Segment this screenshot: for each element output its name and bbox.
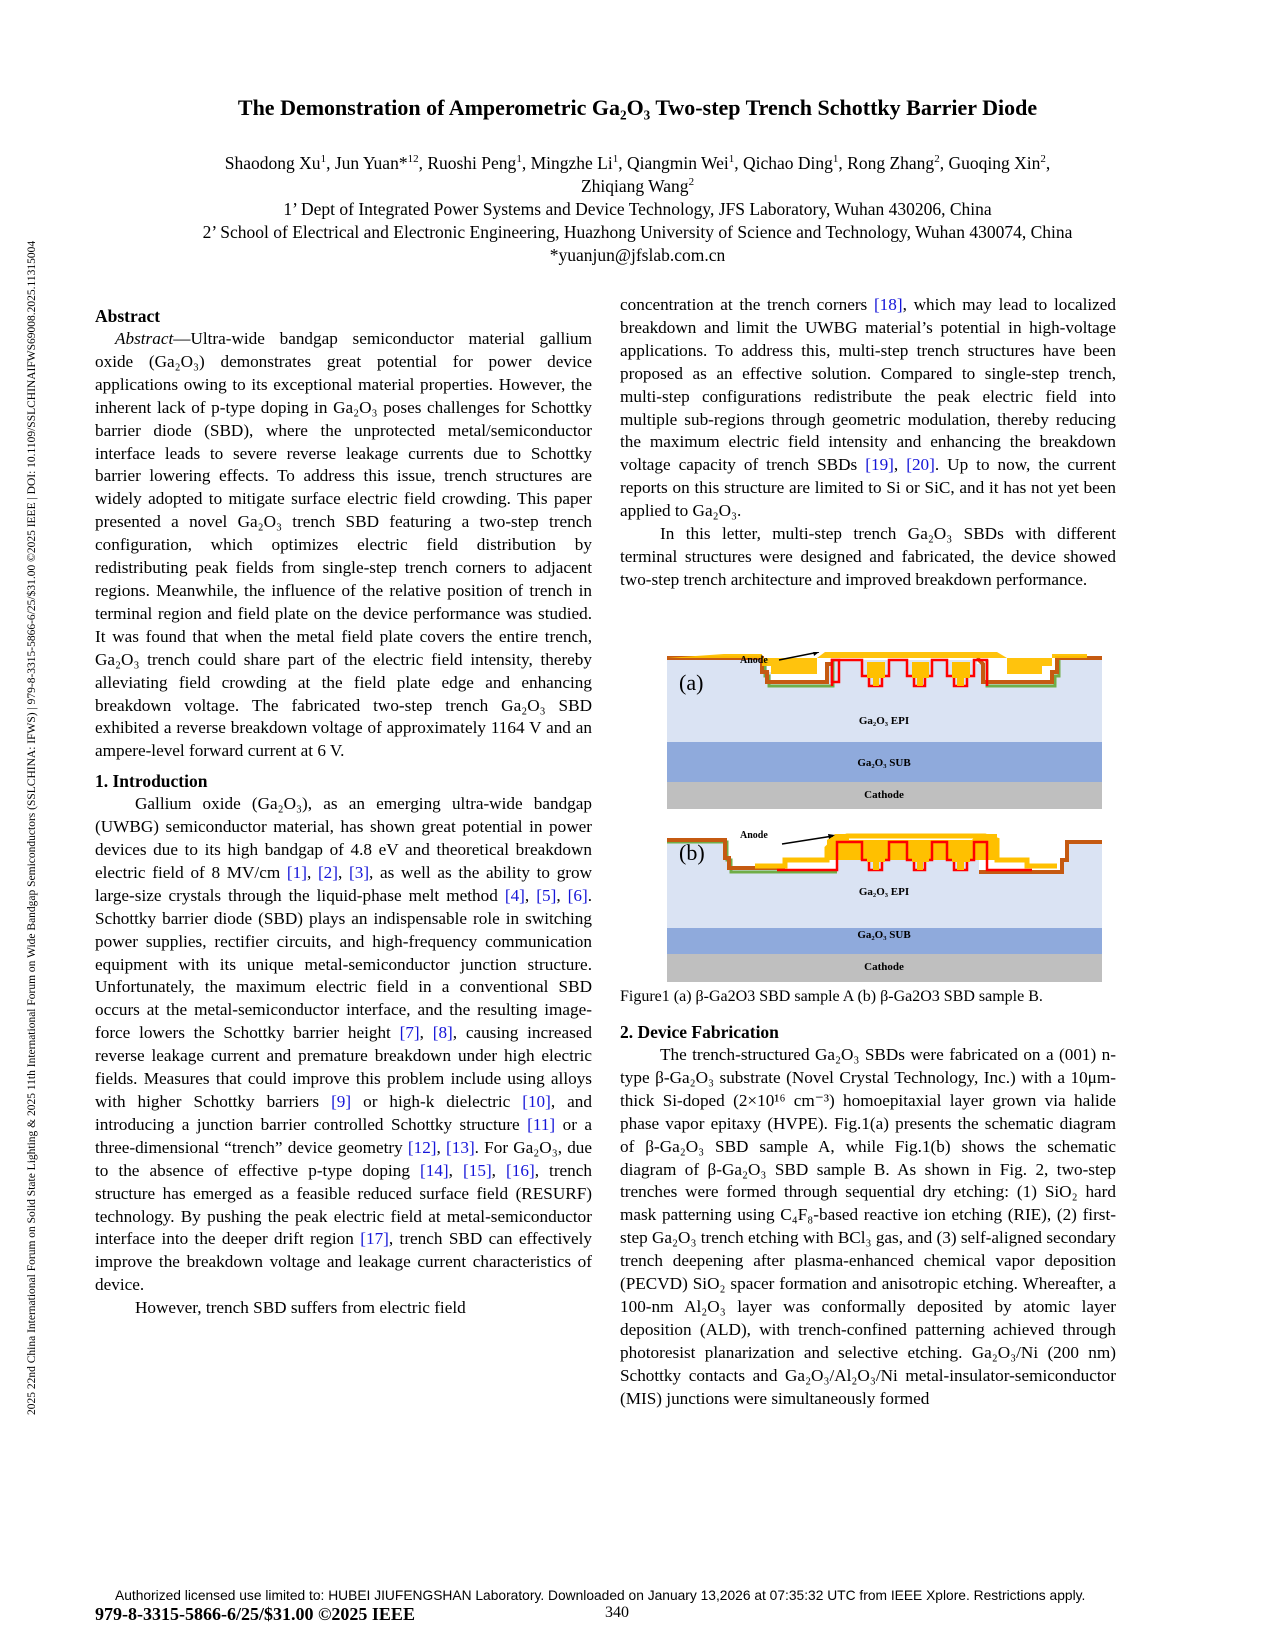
affiliation-1: 1’ Dept of Integrated Power Systems and Device Technology, JFS Laboratory, Wuhan 430206, China [283,199,992,219]
sub-label-b: Ga₂O₃ SUB [857,929,911,941]
citation-link[interactable]: [17] [360,1229,389,1249]
citation-link[interactable]: [16] [506,1160,535,1180]
page-number: 340 [605,1604,629,1621]
panel-label-b: (b) [679,840,705,865]
author-list: Shaodong Xu$^1$, Jun Yuan*$^{12}$, Ruoshi Peng$^1$, Mingzhe Li$^1$, Qiangmin Wei$^1$, Qichao Ding$^1$, Rong Zhang$^2$, Guoqing Xin$^2$, [224,153,1051,173]
intro-paragraph-3: In this letter, multi-step trench Ga₂O₃ SBDs with different terminal structures were designed and fabricated, the device showed two-step trench architecture and improved breakdown performance. [620,524,1116,589]
right-column [620,294,1116,592]
citation-link[interactable]: [8] [432,1023,453,1043]
epi-label-b: Ga₂O₃ EPI [858,886,910,898]
figure-1a [667,652,1102,809]
citation-link[interactable]: [13] [446,1137,475,1157]
author-last: Zhiqiang Wang$^2$ [580,176,695,196]
abstract-text: Abstract—Ultra-wide bandgap semiconductor material gallium oxide (Ga₂O₃) demonstrates great potential for power device applications owing to its exceptional material properties. However, the inherent lack of p-type doping in Ga₂O₃ poses challenges for Schottky barrier diode (SBD), where the unprotected metal/semiconductor interface leads to severe reverse leakage currents due to Schottky barrier lowering effects. To address this issue, trench structures are widely adopted to mitigate surface electric field crowding. This paper presented a novel Ga₂O₃ trench SBD featuring a two-step trench configuration, which optimizes electric field distribution by redistributing peak fields from single-step trench corners to adjacent regions. Meanwhile, the influence of the relative position of trench in terminal region and field plate on the device performance was studied. It was found that when the metal field plate covers the entire trench, Ga₂O₃ trench could share part of the electric field intensity, thereby alleviating field crowding at the field plate edge and enhancing breakdown voltage. The fabricated two-step trench Ga₂O₃ SBD exhibited a reverse breakdown voltage of approximately 1164 V and an ampere-level forward current at 6 V. [95,329,592,761]
cathode-label-a: Cathode [864,789,904,801]
citation-link[interactable]: [7] [399,1023,420,1043]
panel-label-a: (a) [679,670,704,695]
anode-label-a: Anode [740,655,768,666]
author-name: Guoqing Xin$^2$ [948,153,1046,173]
author-name: Mingzhe Li$^1$ [530,153,619,173]
left-column [95,304,592,1320]
citation-link[interactable]: [18] [873,295,903,314]
figure-1-caption: Figure1 (a) β-Ga2O3 SBD sample A (b) β-Ga2O3 SBD sample B. [620,988,1043,1005]
cathode-label-b: Cathode [864,961,904,973]
author-email[interactable]: *yuanjun@jfslab.com.cn [549,245,726,265]
affiliation-2: 2’ School of Electrical and Electronic Engineering, Huazhong University of Science and Technology, Wuhan 430074, China [202,222,1073,242]
author-name: Rong Zhang$^2$ [847,153,940,173]
author-name: Shaodong Xu$^1$ [224,153,327,173]
abstract-heading: Abstract [95,306,161,326]
device-cross-section-a [667,652,1102,809]
anode-label-b: Anode [740,830,768,841]
fabrication-heading: 2. Device Fabrication [620,1022,779,1042]
author-block [120,152,1155,267]
sidebar-citation: 2025 22nd China International Forum on Solid State Lighting & 2025 11th International Forum on Wide Bandgap Semiconductors (SSLCHINA: IFWS) | 979-8-3315-5866-6/25/$31.00 ©2025 IEEE | DOI: 10.1109/SSLCHINAIFWS69008.2025.11315004 [26,240,38,1415]
paper-title: The Demonstration of Amperometric Ga₂O₃ Two-step Trench Schottky Barrier Diode [237,95,1038,120]
license-notice: Authorized licensed use limited to: HUBEI JIUFENGSHAN Laboratory. Downloaded on January 13,2026 at 07:35:32 UTC from IEEE Xplore. Restrictions apply. [115,1588,1086,1603]
citation-link[interactable]: [9] [331,1092,352,1111]
citation-link[interactable]: [4] [504,885,525,905]
citation-link[interactable]: [19] [865,455,894,475]
figure-1b [667,820,1102,982]
citation-link[interactable]: [6] [567,885,588,905]
epi-label-a: Ga₂O₃ EPI [858,715,910,727]
citation-link[interactable]: [15] [463,1160,492,1180]
intro-paragraph-2-start: However, trench SBD suffers from electric field [135,1298,466,1318]
citation-link[interactable]: [11] [527,1114,556,1134]
author-name: Jun Yuan*$^{12}$ [334,153,419,173]
author-name: Qiangmin Wei$^1$ [626,153,735,173]
citation-link[interactable]: [20] [906,455,935,475]
intro-paragraph-2-cont: concentration at the trench corners [18], which may lead to localized breakdown and limit the UWBG material’s potential in high-voltage applications. To address this, multi-step trench structures have been proposed as an effective solution. Compared to single-step trench, multi-step configurations redistribute the peak electric field into multiple sub-regions through geometric modulation, thereby reducing the maximum electric field intensity and enhancing the breakdown voltage capacity of trench SBDs [19], [20]. Up to now, the current reports on this structure are limited to Si or SiC, and it has not yet been applied to Ga₂O₃. [620,295,1117,521]
citation-link[interactable]: [2] [317,862,338,882]
intro-paragraph-1: Gallium oxide (Ga₂O₃), as an emerging ultra-wide bandgap (UWBG) semiconductor material, has shown great potential in power devices due to its high bandgap of 4.8 eV and theoretical breakdown electric field of 8 MV/cm [1], [2], [3], as well as the ability to grow large-size crystals through the liquid-phase melt method [4], [5], [6]. Schottky barrier diode (SBD) plays an indispensable role in switching power supplies, rectifier circuits, and high-frequency communication equipment with its unique metal-semiconductor junction structure. Unfortunately, the maximum electric field in a conventional SBD occurs at the metal-semiconductor interface, and the resulting image-force lowers the Schottky barrier height [7], [8], causing increased reverse leakage current and premature breakdown under high electric fields. Measures that could improve this problem include using alloys with higher Schottky barriers [9] or high-k dielectric [10], and introducing a junction barrier controlled Schottky structure [11] or a three-dimensional “trench” device geometry [12], [13]. For Ga₂O₃, due to the absence of effective p-type doping [14], [15], [16], trench structure has emerged as a feasible reduced surface field (RESURF) technology. By pushing the peak electric field at metal-semiconductor interface into the deeper drift region [17], trench SBD can effectively improve the breakdown voltage and leakage current characteristics of device. [95,794,593,1295]
sub-label-a: Ga₂O₃ SUB [857,757,911,769]
author-name: Ruoshi Peng$^1$ [427,153,522,173]
intro-heading: 1. Introduction [95,771,208,792]
citation-link[interactable]: [5] [536,885,557,905]
author-name: Qichao Ding$^1$ [743,153,839,173]
citation-link[interactable]: [1] [286,862,307,882]
citation-link[interactable]: [12] [407,1137,437,1157]
citation-link[interactable]: [14] [420,1160,449,1180]
isbn-copyright: 979-8-3315-5866-6/25/$31.00 ©2025 IEEE [95,1604,415,1624]
citation-link[interactable]: [3] [349,862,370,882]
fabrication-text: The trench-structured Ga₂O₃ SBDs were fabricated on a (001) n-type β-Ga₂O₃ substrate (Novel Crystal Technology, Inc.) with a 10μm-thick Si-doped (2×10¹⁶ cm⁻³) homoepitaxial layer grown via halide phase vapor epitaxy (HVPE). Fig.1(a) presents the schematic diagram of β-Ga₂O₃ SBD sample A, while Fig.1(b) shows the schematic diagram of β-Ga₂O₃ SBD sample B. As shown in Fig. 2, two-step trenches were formed through sequential dry etching: (1) SiO₂ hard mask patterning using C₄F₈-based reactive ion etching (RIE), (2) first-step Ga₂O₃ trench etching with BCl₃ gas, and (3) self-aligned secondary trench deepening after plasma-enhanced chemical vapor deposition (PECVD) SiO₂ spacer formation and anisotropic etching. Whereafter, a 100-nm Al₂O₃ layer was conformally deposited by atomic layer deposition (ALD), with trench-confined patterning achieved through photoresist planarization and selective etching. Ga₂O₃/Ni (200 nm) Schottky contacts and Ga₂O₃/Al₂O₃/Ni metal-insulator-semiconductor (MIS) junctions were simultaneously formed [620,1045,1116,1408]
device-fabrication-section [620,1020,1116,1411]
device-cross-section-b [667,820,1102,982]
citation-link[interactable]: [10] [522,1092,551,1111]
